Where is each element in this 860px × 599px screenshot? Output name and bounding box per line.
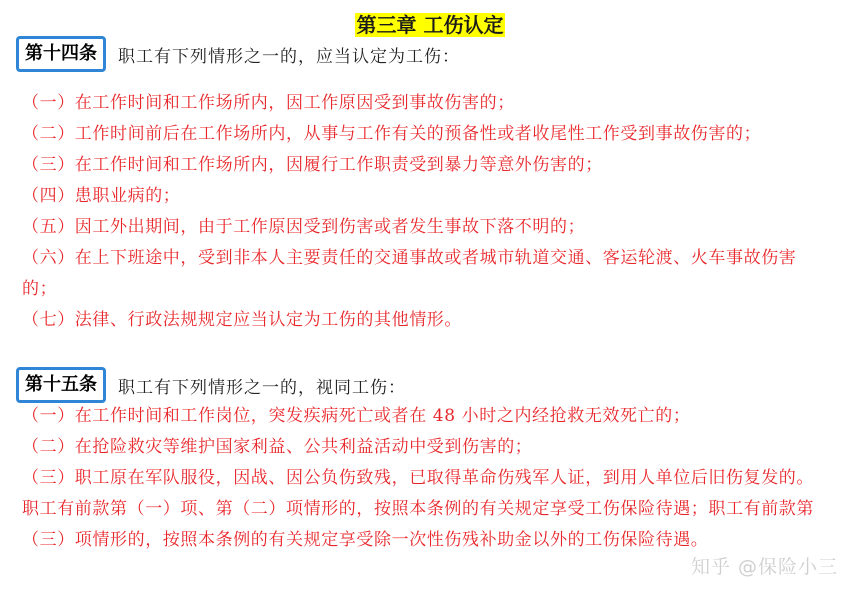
article-14-item: （二）工作时间前后在工作场所内，从事与工作有关的预备性或者收尾性工作受到事故伤害的； <box>22 124 762 144</box>
article-14-header <box>16 39 460 69</box>
article-15-item: （二）在抢险救灾等维护国家利益、公共利益活动中受到伤害的； <box>22 437 533 457</box>
article-15-header <box>16 370 406 400</box>
article-14-item: （三）在工作时间和工作场所内，因履行工作职责受到暴力等意外伤害的； <box>22 155 603 175</box>
article-14-item: （七）法律、行政法规规定应当认定为工伤的其他情形。 <box>22 310 462 330</box>
article-14-items <box>22 88 822 336</box>
article-14-item: （一）在工作时间和工作场所内，因工作原因受到事故伤害的； <box>22 93 515 113</box>
article-14-intro: 职工有下列情形之一的，应当认定为工伤： <box>118 46 460 67</box>
watermark: 知乎 @保险小三 <box>690 556 838 578</box>
article-15-item: （三）职工原在军队服役，因战、因公负伤致残，已取得革命伤残军人证，到用人单位后旧伤复发的。职工有前款第（一）项、第（二）项情形的，按照本条例的有关规定享受工伤保险待遇；职工有前款第（三）项情形的，按照本条例的有关规定享受除一次性伤残补助金以外的工伤保险待遇。 <box>22 468 814 550</box>
chapter-title-text: 第三章 工伤认定 <box>356 13 504 37</box>
article-14-item: （五）因工外出期间，由于工作原因受到伤害或者发生事故下落不明的； <box>22 217 586 237</box>
article-15-label: 第十五条 <box>16 367 106 403</box>
article-15-items <box>22 401 822 556</box>
article-15-item: （一）在工作时间和工作岗位，突发疾病死亡或者在 48 小时之内经抢救无效死亡的； <box>22 406 691 426</box>
article-14-item: （六）在上下班途中，受到非本人主要责任的交通事故或者城市轨道交通、客运轮渡、火车事故伤害的； <box>22 248 797 299</box>
article-14-label: 第十四条 <box>16 36 106 72</box>
chapter-title <box>0 12 860 38</box>
article-14-item: （四）患职业病的； <box>22 186 181 206</box>
article-15-intro: 职工有下列情形之一的，视同工伤： <box>118 377 406 398</box>
